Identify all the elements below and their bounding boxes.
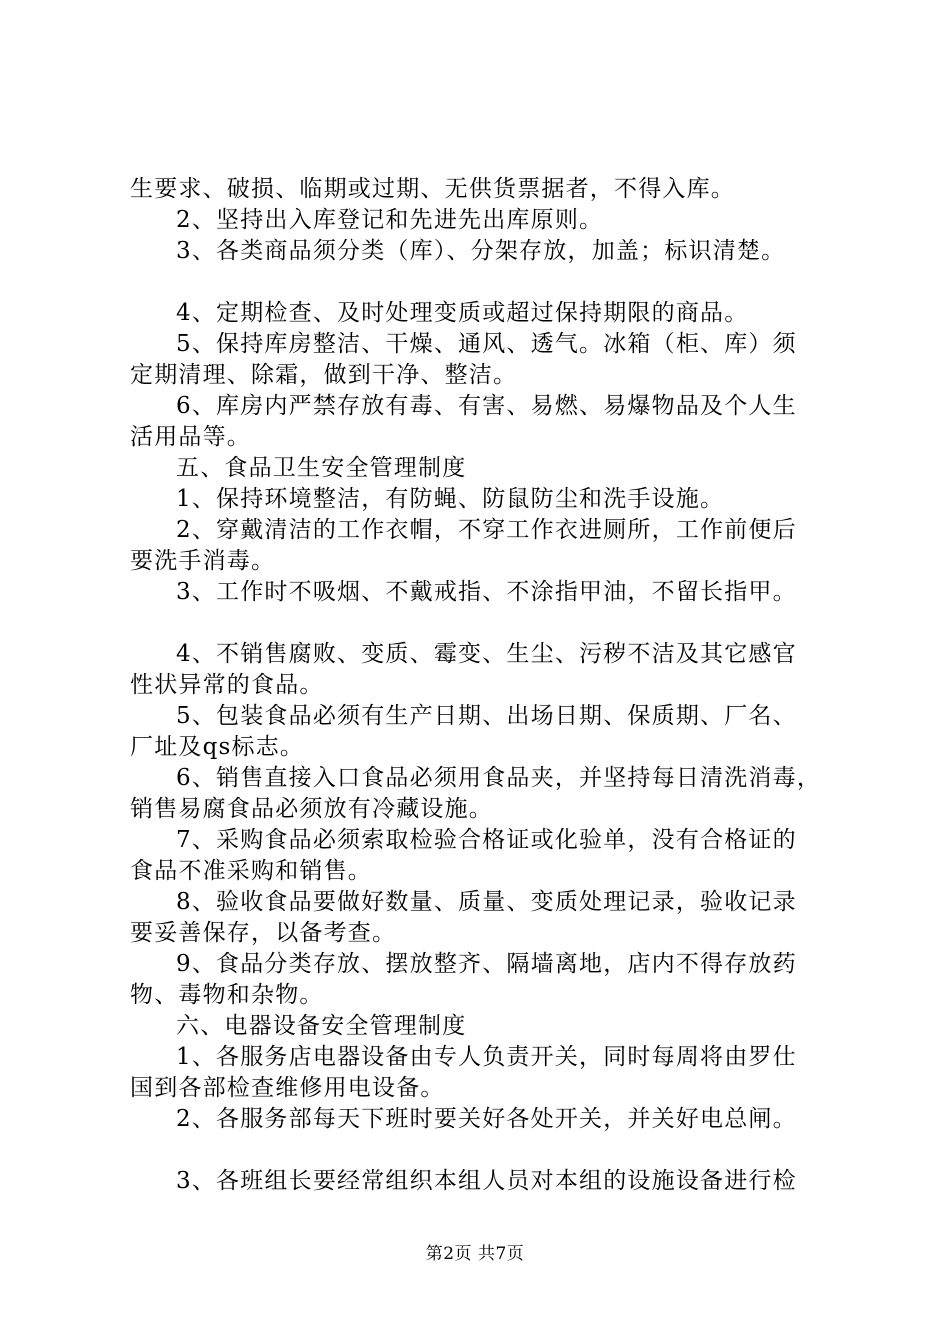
text-line: 要洗手消毒。 [130,548,276,574]
text-line: 4、不销售腐败、变质、霉变、生尘、污秽不洁及其它感官 [176,641,797,667]
text-line: 7、采购食品必须索取检验合格证或化验单，没有合格证的 [176,827,797,853]
text-line: 厂址及qs标志。 [130,734,305,760]
text-line: 国到各部检查维修用电设备。 [130,1075,445,1101]
text-line: 1、保持环境整洁，有防蝇、防鼠防尘和洗手设施。 [176,486,725,512]
page-footer: 第2页 共7页 [425,1244,525,1264]
text-line: 定期清理、除霜，做到干净、整洁。 [130,362,518,388]
text-line: 活用品等。 [130,424,251,450]
text-line: 物、毒物和杂物。 [130,982,324,1008]
text-line: 食品不准采购和销售。 [130,858,372,884]
text-line: 8、验收食品要做好数量、质量、变质处理记录，验收记录 [176,889,797,915]
text-line: 要妥善保存，以备考查。 [130,920,397,946]
text-line: 3、各班组长要经常组织本组人员对本组的设施设备进行检 [176,1168,797,1194]
text-line: 9、食品分类存放、摆放整齐、隔墙离地，店内不得存放药 [176,951,797,977]
paragraph-gap [130,267,835,298]
text-line: 5、保持库房整洁、干燥、通风、透气。冰箱（柜、库）须 [176,331,797,357]
section-heading: 六、电器设备安全管理制度 [176,1013,467,1039]
section-heading: 五、食品卫生安全管理制度 [176,455,467,481]
text-line: 销售易腐食品必须放有冷藏设施。 [130,796,493,822]
text-line: 生要求、破损、临期或过期、无供货票据者，不得入库。 [130,176,735,202]
text-line: 3、各类商品须分类（库）、分架存放，加盖；标识清楚。 [176,238,786,264]
text-line: 2、各服务部每天下班时要关好各处开关，并关好电总闸。 [176,1106,797,1132]
text-line: 1、各服务店电器设备由专人负责开关，同时每周将由罗仕 [176,1044,797,1070]
text-line: 性状异常的食品。 [130,672,324,698]
text-line: 6、销售直接入口食品必须用食品夹，并坚持每日清洗消毒， [176,765,822,791]
paragraph-gap [130,608,835,639]
paragraph-gap [130,1135,835,1166]
text-line: 4、定期检查、及时处理变质或超过保持期限的商品。 [176,300,749,326]
text-line: 2、坚持出入库登记和先进先出库原则。 [176,207,604,233]
text-line: 2、穿戴清洁的工作衣帽，不穿工作衣进厕所，工作前便后 [176,517,797,543]
text-line: 6、库房内严禁存放有毒、有害、易燃、易爆物品及个人生 [176,393,797,419]
document-body [130,174,835,1197]
text-line: 5、包装食品必须有生产日期、出场日期、保质期、厂名、 [176,703,797,729]
text-line: 3、工作时不吸烟、不戴戒指、不涂指甲油，不留长指甲。 [176,579,797,605]
